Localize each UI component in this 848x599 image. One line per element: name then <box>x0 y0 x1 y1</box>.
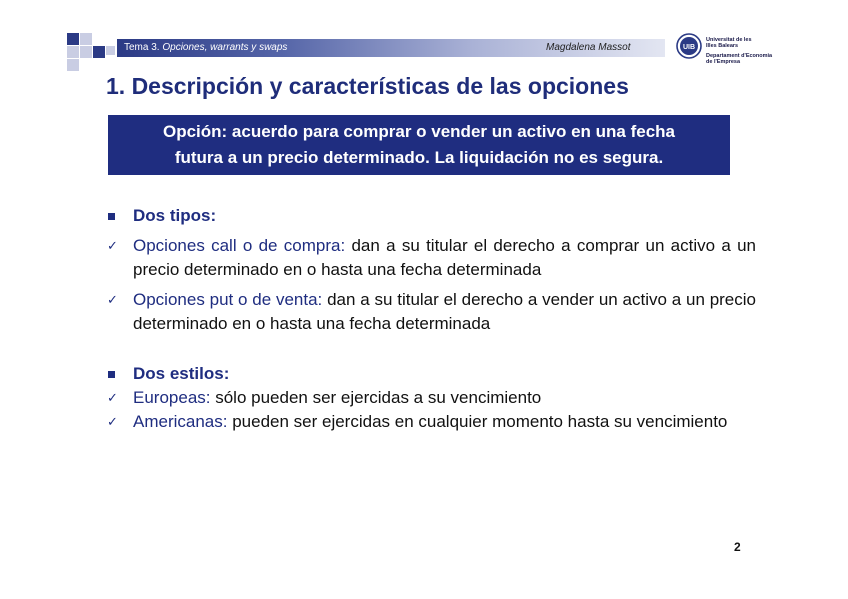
section-heading: Dos tipos: <box>133 206 217 225</box>
section-styles <box>106 362 756 434</box>
logo-abbr: UIB <box>682 44 696 51</box>
section-heading-row <box>106 362 756 386</box>
list-item-text: pueden ser ejercidas en cualquier momento hasta su vencimiento <box>227 412 728 431</box>
university-name <box>706 37 776 65</box>
university-logo-icon <box>676 33 702 59</box>
list-item <box>106 410 756 434</box>
section-heading-row <box>106 204 756 228</box>
definition-line-2: futura a un precio determinado. La liquidación no es segura. <box>174 148 664 167</box>
list-item-term: Europeas: <box>133 388 211 407</box>
list-item <box>106 288 756 336</box>
header-author: Magdalena Massot <box>546 42 631 53</box>
section-heading: Dos estilos: <box>133 364 230 383</box>
definition-line-1: Opción: acuerdo para comprar o vender un activo en una fecha <box>162 122 676 141</box>
list-item-text: dan a su titular el derecho a comprar un activo a un precio determinado en o hasta una fecha determinada <box>133 236 756 279</box>
list-item-term: Opciones put o de venta: <box>133 290 323 309</box>
department-line-1: Departament d'Economia <box>706 53 773 59</box>
definition-box <box>108 115 730 175</box>
list-item-text: dan a su titular el derecho a vender un activo a un precio determinado en o hasta una fecha determinada <box>133 290 756 333</box>
check-icon: ✓ <box>107 390 118 405</box>
list-item-term: Opciones call o de compra: <box>133 236 346 255</box>
section-types <box>106 204 756 336</box>
page-number: 2 <box>734 540 741 554</box>
slide-title: 1. Descripción y características de las opciones <box>106 73 629 99</box>
list-item-text: sólo pueden ser ejercidas a su vencimiento <box>210 388 542 407</box>
list-item-term: Americanas: <box>133 412 228 431</box>
list-item <box>106 234 756 282</box>
header-course <box>124 40 287 56</box>
check-icon: ✓ <box>107 292 118 307</box>
university-line-1: Universitat de les <box>706 37 752 43</box>
header-tema: Tema 3. <box>124 42 160 53</box>
check-icon: ✓ <box>107 414 118 429</box>
check-icon: ✓ <box>107 238 118 253</box>
university-line-2: Illes Balears <box>706 43 739 49</box>
square-bullet-icon <box>108 371 115 378</box>
department-line-2: de l'Empresa <box>706 59 741 65</box>
square-bullet-icon <box>108 213 115 220</box>
list-item <box>106 386 756 410</box>
header-subject: Opciones, warrants y swaps <box>162 42 288 53</box>
